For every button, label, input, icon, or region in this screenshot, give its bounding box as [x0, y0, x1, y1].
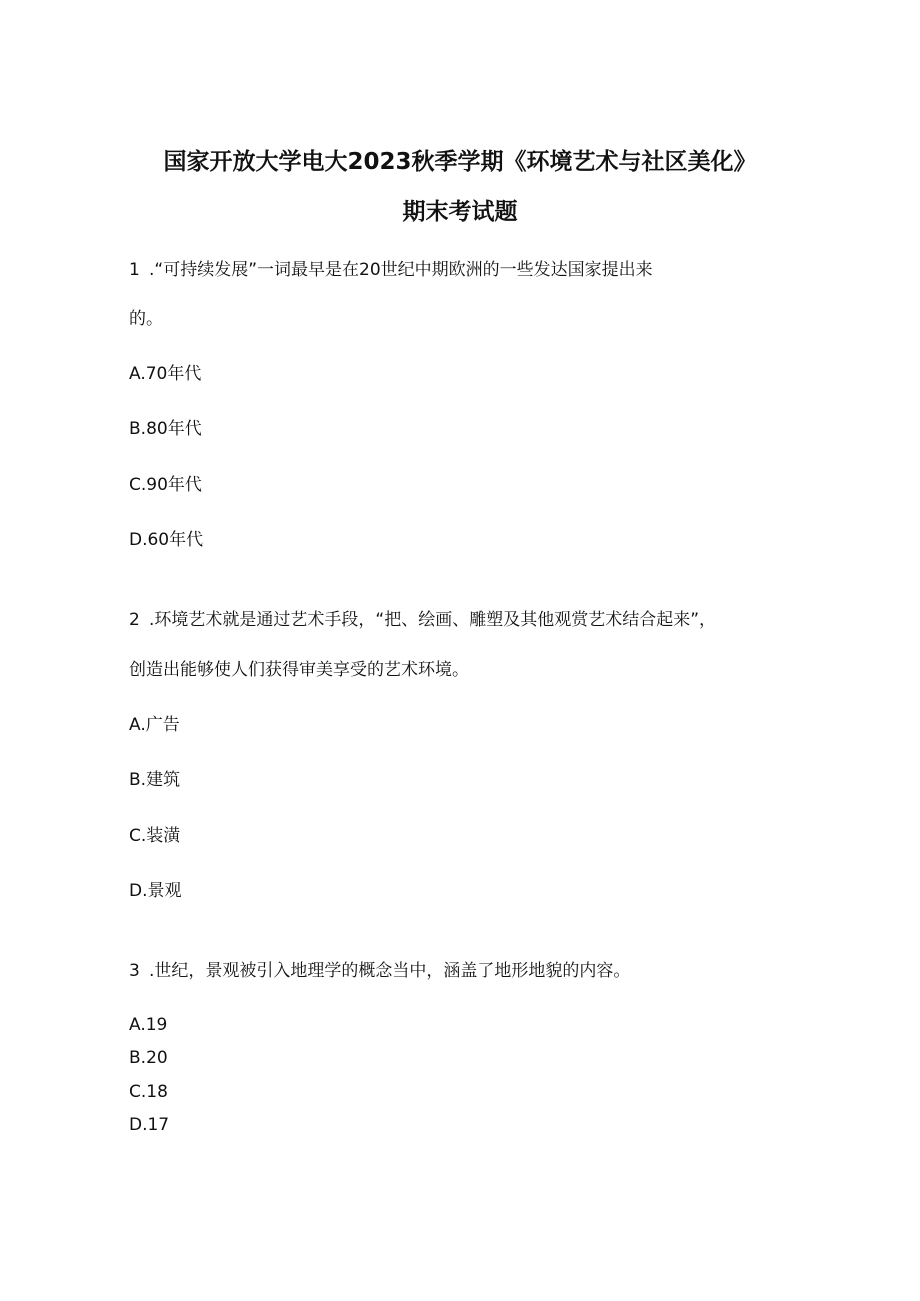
question-3-option-c: C.18	[129, 1082, 168, 1102]
question-text-line2: 创造出能够使人们获得审美享受的艺术环境。	[129, 660, 469, 680]
question-1-text	[129, 259, 653, 281]
question-3-text	[129, 960, 630, 982]
question-text-line2: 的。	[129, 309, 163, 329]
question-text-line1: .“可持续发展”一词最早是在20世纪中期欧洲的一些发达国家提出来	[149, 260, 653, 280]
question-2-text	[129, 609, 716, 631]
question-1-option-d: D.60年代	[129, 530, 204, 550]
question-1-option-a: A.70年代	[129, 364, 202, 384]
question-2-option-b: B.建筑	[129, 770, 181, 790]
question-2-option-a: A.广告	[129, 715, 180, 735]
question-1-option-c: C.90年代	[129, 475, 202, 495]
document-title-line1: 国家开放大学电大2023秋季学期《环境艺术与社区美化》	[163, 149, 757, 175]
question-number: 1	[129, 260, 140, 280]
question-3-option-d: D.17	[129, 1115, 170, 1135]
document-title-line2: 期末考试题	[402, 199, 518, 225]
question-2-option-d: D.景观	[129, 881, 182, 901]
question-3-option-b: B.20	[129, 1048, 168, 1068]
question-2-option-c: C.装潢	[129, 826, 181, 846]
question-number: 3	[129, 961, 140, 981]
question-text-line1: .环境艺术就是通过艺术手段，“把、绘画、雕塑及其他观赏艺术结合起来”，	[149, 610, 717, 630]
question-1-option-b: B.80年代	[129, 419, 202, 439]
question-text-line1: .世纪，景观被引入地理学的概念当中，涵盖了地形地貌的内容。	[149, 961, 631, 981]
question-3-option-a: A.19	[129, 1015, 168, 1035]
question-number: 2	[129, 610, 140, 630]
